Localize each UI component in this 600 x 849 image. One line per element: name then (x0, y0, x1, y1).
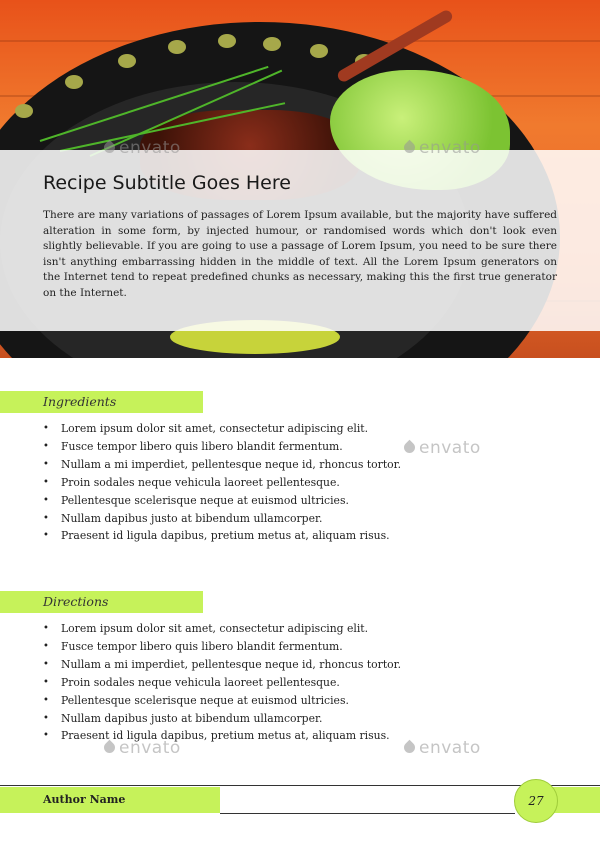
watermark: envato (404, 738, 481, 758)
list-item: • Praesent id ligula dapibus, pretium metus at, aliquam risus. (43, 527, 563, 545)
envato-leaf-icon (102, 140, 118, 156)
list-item: • Proin sodales neque vehicula laoreet pellentesque. (43, 474, 563, 492)
list-item: • Proin sodales neque vehicula laoreet pellentesque. (43, 674, 563, 692)
list-item: • Nullam dapibus justo at bibendum ullamcorper. (43, 510, 563, 528)
list-item: • Nullam a mi imperdiet, pellentesque neque id, rhoncus tortor. (43, 456, 563, 474)
directions-heading-bar (0, 591, 203, 613)
list-item: • Nullam a mi imperdiet, pellentesque neque id, rhoncus tortor. (43, 656, 563, 674)
footer-rule-top (0, 785, 600, 786)
page-number-badge (514, 779, 558, 823)
list-item: • Fusce tempor libero quis libero blandit fermentum. (43, 638, 563, 656)
recipe-intro: There are many variations of passages of Lorem Ipsum available, but the majority have suffered alteration in some form, by injected humour, or randomised words which don't look even slightly believable. If you are going to use a passage of Lorem Ipsum, you need to be sure there isn't anything embarrassing hidden in the middle of text. All the Lorem Ipsum generators on the Internet tend to repeat predefined chunks as necessary, making this the first true generator on the Internet. (43, 209, 557, 299)
ingredients-heading: Ingredients (43, 394, 117, 409)
ingredients-heading-bar (0, 391, 203, 413)
list-item: • Fusce tempor libero quis libero blandit fermentum. (43, 438, 563, 456)
list-item: • Nullam dapibus justo at bibendum ullamcorper. (43, 710, 563, 728)
author-name: Author Name (43, 793, 126, 806)
list-item: • Lorem ipsum dolor sit amet, consectetur adipiscing elit. (43, 620, 563, 638)
watermark: envato (404, 138, 481, 158)
footer-rule-bottom (220, 813, 515, 814)
list-item: • Praesent id ligula dapibus, pretium metus at, aliquam risus. (43, 727, 563, 745)
ingredients-list (43, 420, 563, 545)
directions-heading: Directions (43, 594, 109, 609)
list-item: • Lorem ipsum dolor sit amet, consectetur adipiscing elit. (43, 420, 563, 438)
recipe-subtitle: Recipe Subtitle Goes Here (43, 172, 291, 194)
list-item: • Pellentesque scelerisque neque at euismod ultricies. (43, 492, 563, 510)
watermark: envato (404, 438, 481, 458)
page-number: 27 (528, 794, 544, 808)
watermark: envato (104, 738, 181, 758)
list-item: • Pellentesque scelerisque neque at euismod ultricies. (43, 692, 563, 710)
directions-list (43, 620, 563, 745)
watermark: envato (104, 138, 181, 158)
envato-leaf-icon (402, 140, 418, 156)
